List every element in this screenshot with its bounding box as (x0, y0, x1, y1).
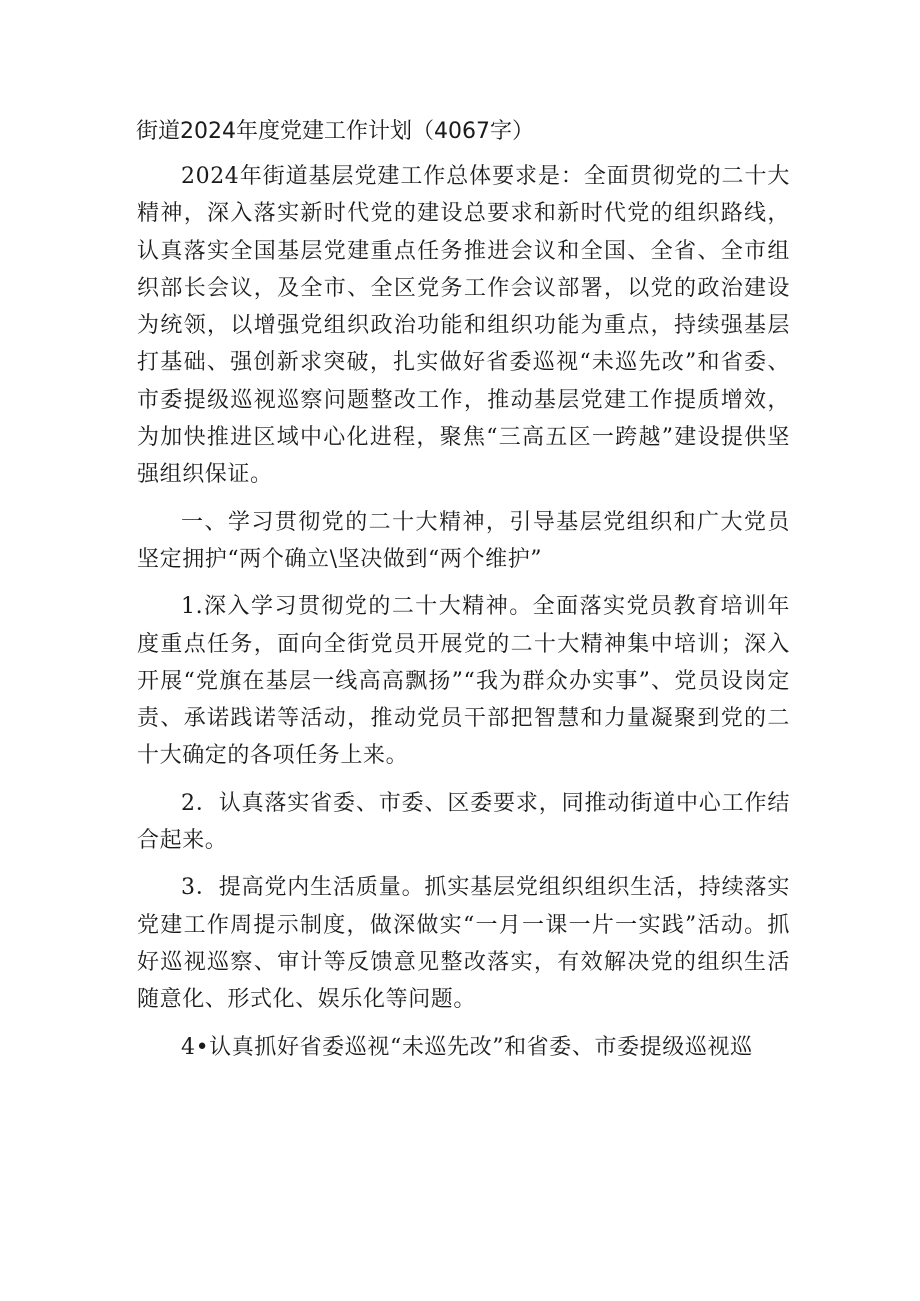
paragraph-item-3: 3．提高党内生活质量。抓实基层党组织组织生活，持续落实党建工作周提示制度，做深做实“一月一课一片一实践”活动。抓好巡视巡察、审计等反馈意见整改落实，有效解决党的组织生活随意化、形式化、娱乐化等问题。 (137, 875, 790, 1013)
paragraph-item-1: 1.深入学习贯彻党的二十大精神。全面落实党员教育培训年度重点任务，面向全街党员开展党的二十大精神集中培训；深入开展“党旗在基层一线高高飘扬”“我为群众办实事”、党员设岗定责、承诺践诺等活动，推动党员干部把智慧和力量凝聚到党的二十大确定的各项任务上来。 (137, 594, 790, 769)
document-body (137, 158, 790, 1066)
paragraph-overview: 2024年街道基层党建工作总体要求是：全面贯彻党的二十大精神，深入落实新时代党的建设总要求和新时代党的组织路线，认真落实全国基层党建重点任务推进会议和全国、全省、全市组织部长会议，及全市、全区党务工作会议部署，以党的政治建设为统领，以增强党组织政治功能和组织功能为重点，持续强基层打基础、强创新求突破，扎实做好省委巡视“未巡先改”和省委、市委提级巡视巡察问题整改工作，推动基层党建工作提质增效，为加快推进区域中心化进程，聚焦“三高五区一跨越”建设提供坚强组织保证。 (137, 164, 790, 488)
paragraph-item-4: 4•认真抓好省委巡视“未巡先改”和省委、市委提级巡视巡 (181, 1034, 753, 1060)
document-title: 街道2024年度党建工作计划（4067字） (136, 119, 534, 144)
section-heading-1: 一、学习贯彻党的二十大精神，引导基层党组织和广大党员坚定拥护“两个确立\坚决做到“两个维护” (137, 509, 790, 572)
paragraph-item-2: 2．认真落实省委、市委、区委要求，同推动街道中心工作结合起来。 (137, 790, 790, 854)
